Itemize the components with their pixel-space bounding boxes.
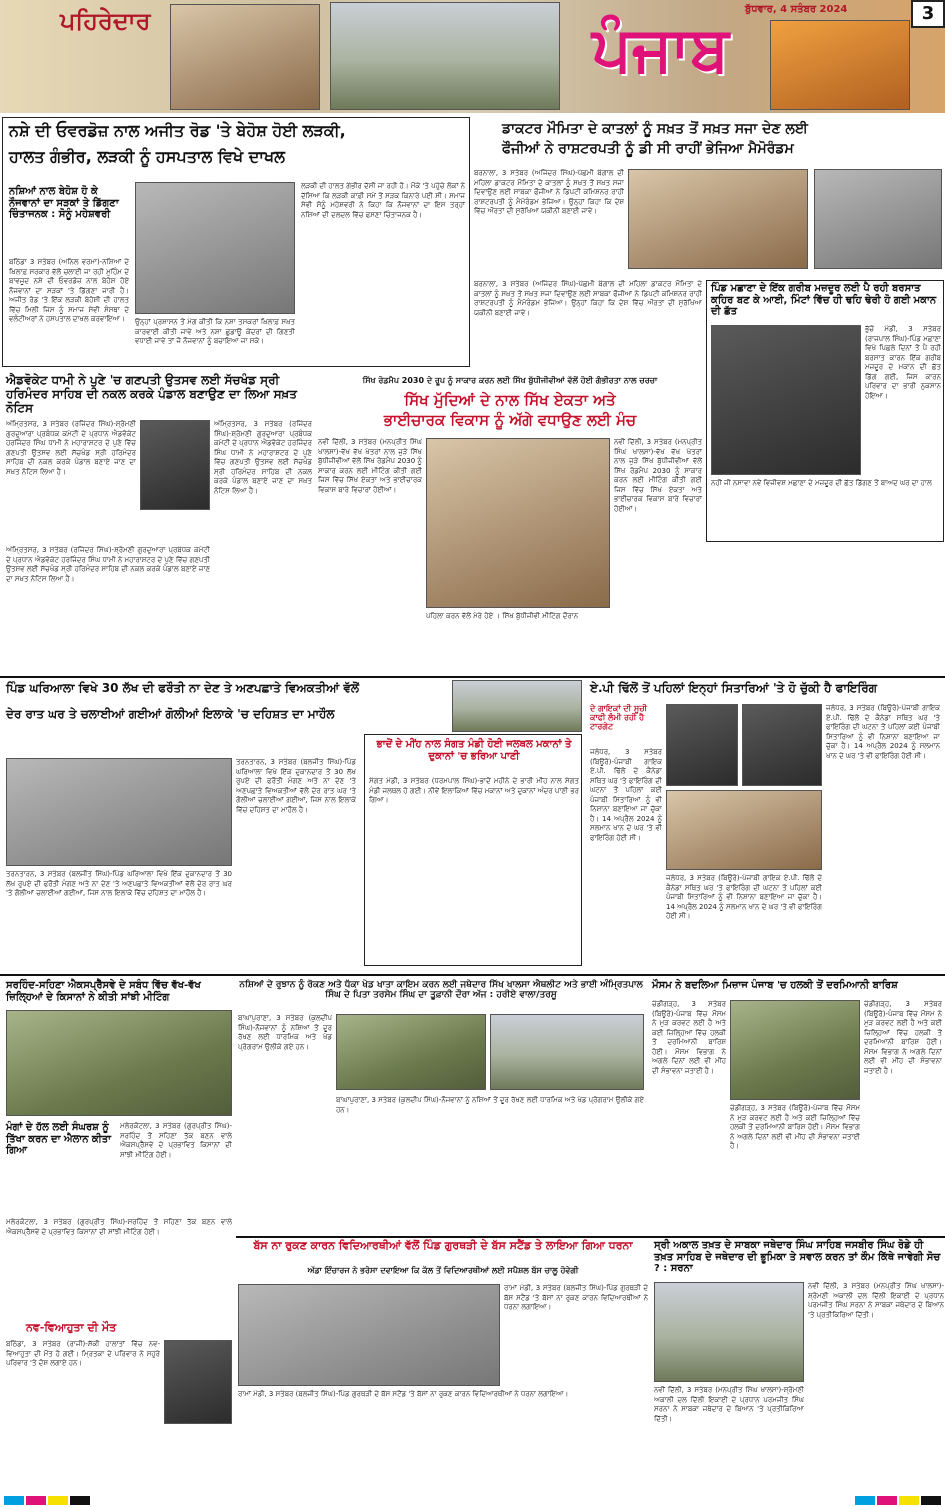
singer-photo-3 [666,790,822,870]
cyan-swatch [4,1496,24,1505]
story-waterlogging [364,734,582,966]
story-akal-takht [652,1240,944,1490]
subheadline: ਅੱਡਾ ਇੰਚਾਰਜ ਨੇ ਭਰੋਸਾ ਦਵਾਇਆ ਕਿ ਕੱਲ ਤੋਂ ਵਿਦਿਆਰਥੀਆਂ ਲਈ ਸਪੈਸ਼ਲ ਬੱਸ ਚਾਲੂ ਹੋਵੇਗੀ [307,1266,579,1275]
headline: ਏ.ਪੀ ਢਿੱਲੋਂ ਤੋਂ ਪਹਿਲਾਂ ਇਨ੍ਹਾਂ ਸਿਤਾਰਿਆਂ 'ਤੇ ਹੋ ਚੁੱਕੀ ਹੈ ਫਾਇਰਿੰਗ [590,681,878,695]
masthead-photo-left [170,4,320,110]
story-body: ਰਾਮਾਂ ਮੰਡੀ, 3 ਸਤੰਬਰ (ਬਲਜੀਤ ਸਿੰਘ)-ਪਿੰਡ ਗੁਰਥੜੀ ਦੇ ਬੱਸ ਸਟੈਂਡ 'ਤੇ ਬੱਸਾਂ ਨਾ ਰੁਕਣ ਕਾਰਨ ਵਿਦਿਆਰਥੀਆਂ ਨੇ ਧਰਨਾ ਲਗਾਇਆ। [238,1390,569,1398]
story-bus-protest [238,1240,648,1490]
story-photo [238,1284,500,1386]
story-body: ਮਲੇਰਕੋਟਲਾ, 3 ਸਤੰਬਰ (ਗੁਰਪ੍ਰੀਤ ਸਿੰਘ)-ਸਰਹਿੰਦ ਤੋਂ ਸਹਿਣਾ ਤੱਕ ਬਣਨ ਵਾਲੇ ਐਕਸਪ੍ਰੈੱਸਵੇ ਦੇ ਪ੍ਰਭਾਵਿਤ ਕਿਸਾਨਾਂ ਦੀ ਸਾਂਝੀ ਮੀਟਿੰਗ ਹੋਈ। [120,1122,232,1159]
headline: ਸਿੱਖ ਮੁੱਦਿਆਂ ਦੇ ਨਾਲ ਸਿੱਖ ਏਕਤਾ ਅਤੇ [404,391,616,409]
page-number: 3 [911,0,945,28]
story-photo-waterlogging [452,680,582,732]
story-doctor-memorandum [474,117,944,277]
photo-caption: ਪਹਿਲਾ ਕਰਨ ਵੱਲੋਂ ਮੇਰੇ ਹੋਏ । ਸਿੱਖ ਬੁੱਧੀਜੀਵੀ ਮੀਟਿੰਗ ਦੌਰਾਨ [426,612,579,620]
cyan-swatch [855,1496,875,1505]
story-photo [336,1014,486,1090]
story-body: ਜਲੰਧਰ, 3 ਸਤੰਬਰ (ਬਿਊਰੋ)-ਪੰਜਾਬੀ ਗਾਇਕ ਏ.ਪੀ. ਢਿੱਲੋਂ ਦੇ ਕੈਨੇਡਾ ਸਥਿਤ ਘਰ 'ਤੇ ਫਾਇਰਿੰਗ ਦੀ ਘਟਨਾ ਤੋਂ ਪਹਿਲਾਂ ਕਈ ਪੰਜਾਬੀ ਸਿਤਾਰਿਆਂ ਨੂੰ ਵੀ ਨਿਸ਼ਾਨਾ ਬਣਾਇਆ ਜਾ ਚੁੱਕਾ ਹੈ। 14 ਅਪ੍ਰੈਲ 2024 ਨੂੰ ਸਲਮਾਨ ਖਾਨ ਦੇ ਘਰ 'ਤੇ ਵੀ ਫਾਇਰਿੰਗ ਹੋਈ ਸੀ। [826,704,940,760]
headline-2: ਫੌਜੀਆਂ ਨੇ ਰਾਸ਼ਟਰਪਤੀ ਨੂੰ ਡੀ ਸੀ ਰਾਹੀਂ ਭੇਜਿਆ ਮੈਮੋਰੰਡਮ [502,141,794,157]
story-body: ਬਾਘਾਪੁਰਾਣਾ, 3 ਸਤੰਬਰ (ਕੁਲਦੀਪ ਸਿੰਘ)-ਨੌਜਵਾਨਾਂ ਨੂੰ ਨਸ਼ਿਆਂ ਤੋਂ ਦੂਰ ਰੱਖਣ ਲਈ ਧਾਰਮਿਕ ਅਤੇ ਖੇਡ ਪ੍ਰੋਗਰਾਮ ਉਲੀਕੇ ਗਏ ਹਨ। [238,1014,332,1051]
story-dhami-notice [2,370,314,670]
headline: ਪਿੰਡ ਮਛਾਣਾ ਦੇ ਇੱਕ ਗਰੀਬ ਮਜ਼ਦੂਰ ਲਈ ਪੈ ਰਹੀ ਬਰਸਾਤ ਕਹਿਰ ਬਣ ਕੇ ਆਈ, ਮਿੰਟਾਂ ਵਿੱਚ ਹੀ ਢਹਿ ਢੇਰੀ ਹੋ ਗਈ ਮਕਾਨ ਦੀ ਛੱਤ [711,283,937,317]
story-body: ਤਰਨਤਾਰਨ, 3 ਸਤੰਬਰ (ਬਲਜੀਤ ਸਿੰਘ)-ਪਿੰਡ ਘਰਿਆਲਾ ਵਿਖੇ ਇੱਕ ਦੁਕਾਨਦਾਰ ਤੋਂ 30 ਲੱਖ ਰੁਪਏ ਦੀ ਫਰੌਤੀ ਮੰਗਣ ਅਤੇ ਨਾ ਦੇਣ 'ਤੇ ਅਣਪਛਾਤੇ ਵਿਅਕਤੀਆਂ ਵੱਲੋਂ ਦੇਰ ਰਾਤ ਘਰ 'ਤੇ ਗੋਲੀਆਂ ਚਲਾਈਆਂ ਗਈਆਂ, ਜਿਸ ਨਾਲ ਇਲਾਕੇ ਵਿੱਚ ਦਹਿਸ਼ਤ ਦਾ ਮਾਹੌਲ ਹੈ। [6,870,232,897]
story-body: ਬਠਿੰਡਾ 3 ਸਤੰਬਰ (ਅਨਿਲ ਵਰਮਾ)-ਨਸ਼ਿਆਂ ਦੇ ਖ਼ਿਲਾਫ਼ ਸਰਕਾਰ ਵੱਲੋਂ ਚਲਾਈ ਜਾ ਰਹੀ ਮੁਹਿੰਮ ਦੇ ਬਾਵਜੂਦ ਨਸ਼ੇ ਦੀ ਓਵਰਡੋਜ਼ ਨਾਲ ਬੇਹੋਸ਼ ਹੋਏ ਨੌਜਵਾਨਾਂ ਦਾ ਸੜਕਾਂ 'ਤੇ ਡਿੱਗਣਾ ਜਾਰੀ ਹੈ। ਅਜੀਤ ਰੋਡ 'ਤੇ ਇੱਕ ਲੜਕੀ ਬੇਹੋਸ਼ੀ ਦੀ ਹਾਲਤ ਵਿੱਚ ਮਿਲੀ ਜਿਸ ਨੂੰ ਸਮਾਜ ਸੇਵੀ ਸੰਸਥਾ ਦੇ ਵਲੰਟੀਅਰਾਂ ਨੇ ਹਸਪਤਾਲ ਦਾਖਲ ਕਰਵਾਇਆ। [9,258,129,323]
headline: ਸ੍ਰੀ ਅਕਾਲ ਤਖ਼ਤ ਦੇ ਸਾਬਕਾ ਜਥੇਦਾਰ ਸਿੰਘ ਸਾਹਿਬ ਜਸਬੀਰ ਸਿੰਘ ਰੋਡੇ ਹੀ ਤਖ਼ਤ ਸਾਹਿਬ ਦੇ ਜਥੇਦਾਰ ਦੀ ਭੂਮਿਕਾ ਤੇ ਸਵਾਲ ਕਰਨ ਤਾਂ ਕੌਮ ਕਿੱਥੇ ਜਾਵੇਗੀ ਸੋਚ ? : ਸਰਨਾ [654,1240,941,1274]
headline: ਪਿੰਡ ਘਰਿਆਲਾ ਵਿਖੇ 30 ਲੱਖ ਦੀ ਫਰੌਤੀ ਨਾ ਦੇਣ ਤੇ ਅਣਪਛਾਤੇ ਵਿਅਕਤੀਆਂ ਵੱਲੋਂ [6,681,360,695]
story-body: ਚੰਡੀਗੜ੍ਹ, 3 ਸਤੰਬਰ (ਬਿਊਰੋ)-ਪੰਜਾਬ ਵਿੱਚ ਮੌਸਮ ਨੇ ਮੁੜ ਕਰਵਟ ਲਈ ਹੈ ਅਤੇ ਕਈ ਜ਼ਿਲ੍ਹਿਆਂ ਵਿੱਚ ਹਲਕੀ ਤੋਂ ਦਰਮਿਆਨੀ ਬਾਰਿਸ਼ ਹੋਈ। ਮੌਸਮ ਵਿਭਾਗ ਨੇ ਅਗਲੇ ਦਿਨਾਂ ਲਈ ਵੀ ਮੀਂਹ ਦੀ ਸੰਭਾਵਨਾ ਜਤਾਈ ਹੈ। [730,1104,860,1150]
story-photo [6,1010,232,1116]
story-body: ਅੰਮ੍ਰਿਤਸਰ, 3 ਸਤੰਬਰ (ਰਜਿੰਦਰ ਸਿੰਘ)-ਸ਼੍ਰੋਮਣੀ ਗੁਰਦੁਆਰਾ ਪ੍ਰਬੰਧਕ ਕਮੇਟੀ ਦੇ ਪ੍ਰਧਾਨ ਐਡਵੋਕੇਟ ਹਰਜਿੰਦਰ ਸਿੰਘ ਧਾਮੀ ਨੇ ਮਹਾਰਾਸ਼ਟਰ ਦੇ ਪੁਣੇ ਵਿੱਚ ਗਣਪਤੀ ਉਤਸਵ ਲਈ ਸੱਚਖੰਡ ਸ੍ਰੀ ਹਰਿਮੰਦਰ ਸਾਹਿਬ ਦੀ ਨਕਲ ਕਰਕੇ ਪੰਡਾਲ ਬਣਾਏ ਜਾਣ ਦਾ ਸਖ਼ਤ ਨੋਟਿਸ ਲਿਆ ਹੈ। [6,420,136,476]
story-sports-rally [238,978,644,1234]
divider [0,974,945,976]
story-photo [730,1000,860,1100]
story-gharuan-firing [2,680,360,972]
story-body: ਬਰਨਾਲਾ, 3 ਸਤੰਬਰ (ਅਜਿੰਦਰ ਸਿੰਘ)-ਪੱਛਮੀ ਬੰਗਾਲ ਦੀ ਮਹਿਲਾ ਡਾਕਟਰ ਮੌਮਿਤਾ ਦੇ ਕਾਤਲਾਂ ਨੂੰ ਸਖ਼ਤ ਤੋਂ ਸਖ਼ਤ ਸਜਾ ਦਿਵਾਉਣ ਲਈ ਸਾਬਕਾ ਫੌਜੀਆਂ ਨੇ ਡਿਪਟੀ ਕਮਿਸ਼ਨਰ ਰਾਹੀਂ ਰਾਸ਼ਟਰਪਤੀ ਨੂੰ ਮੈਮੋਰੰਡਮ ਭੇਜਿਆ। ਉਨ੍ਹਾਂ ਕਿਹਾ ਕਿ ਦੇਸ਼ ਵਿੱਚ ਔਰਤਾਂ ਦੀ ਸੁਰੱਖਿਆ ਯਕੀਨੀ ਬਣਾਈ ਜਾਵੇ। [474,169,624,215]
headline: ਭਾਦੋਂ ਦੇ ਮੀਂਹ ਨਾਲ ਸੰਗਤ ਮੰਡੀ ਹੋਈ ਜਲਥਲ ਮਕਾਨਾਂ ਤੇ ਦੁਕਾਨਾਂ 'ਚ ਭਰਿਆ ਪਾਣੀ [376,739,572,762]
headline: ਸਰਹਿੰਦ-ਸਹਿਣਾ ਐਕਸਪ੍ਰੈੱਸਵੇ ਦੇ ਸਬੰਧ ਵਿੱਚ ਵੱਖ-ਵੱਖ ਜ਼ਿਲ੍ਹਿਆਂ ਦੇ ਕਿਸਾਨਾਂ ਨੇ ਕੀਤੀ ਸਾਂਝੀ ਮੀਟਿੰਗ [6,980,201,1003]
subheadline: ਮੰਗਾਂ ਦੇ ਹੱਲ ਲਈ ਸੰਘਰਸ਼ ਨੂੰ ਤਿੱਖਾ ਕਰਨ ਦਾ ਐਲਾਨ ਕੀਤਾ ਗਿਆ [6,1122,112,1156]
story-body: ਨਵੀਂ ਦਿੱਲੀ, 3 ਸਤੰਬਰ (ਮਨਪ੍ਰੀਤ ਸਿੰਘ ਖਾਲਸਾ)-ਵੱਖ ਵੱਖ ਖੇਤਰਾਂ ਨਾਲ ਜੁੜੇ ਸਿੱਖ ਬੁੱਧੀਜੀਵੀਆਂ ਵੱਲੋਂ ਸਿੱਖ ਰੋਡਮੈਪ 2030 ਨੂੰ ਸਾਕਾਰ ਕਰਨ ਲਈ ਮੀਟਿੰਗ ਕੀਤੀ ਗਈ ਜਿਸ ਵਿੱਚ ਸਿੱਖ ਏਕਤਾ ਅਤੇ ਭਾਈਚਾਰਕ ਵਿਕਾਸ ਬਾਰੇ ਵਿਚਾਰਾਂ ਹੋਈਆਂ। [318,438,422,494]
story-body: ਨਵੀਂ ਦਿੱਲੀ, 3 ਸਤੰਬਰ (ਮਨਪ੍ਰੀਤ ਸਿੰਘ ਖਾਲਸਾ)-ਸ਼੍ਰੋਮਣੀ ਅਕਾਲੀ ਦਲ ਦਿੱਲੀ ਇਕਾਈ ਦੇ ਪ੍ਰਧਾਨ ਪਰਮਜੀਤ ਸਿੰਘ ਸਰਨਾ ਨੇ ਸਾਬਕਾ ਜਥੇਦਾਰ ਦੇ ਬਿਆਨ 'ਤੇ ਪ੍ਰਤੀਕਿਰਿਆ ਦਿੱਤੀ। [654,1386,804,1423]
headline: ਨਸ਼ਿਆਂ ਦੇ ਰੁਝਾਨ ਨੂੰ ਰੋਕਣ ਅਤੇ ਧੱਕਾ ਖੇਡ ਖਾਤਾ ਕਾਇਮ ਕਰਨ ਲਈ ਜਥੇਦਾਰ ਸਿੱਖ ਖਾਲਸਾ ਐਥਲੀਟ ਅਤੇ ਭਾਈ ਅੰਮ੍ਰਿਤਪਾਲ ਸਿੰਘ ਦੇ ਪਿਤਾ ਤਰਸੇਮ ਸਿੰਘ ਦਾ ਤੂਫ਼ਾਨੀ ਦੌਰਾ ਅੱਜ : ਹਰੀਏ ਵਾਲਾ/ਤਰਸੂ [239,980,643,1001]
yellow-swatch [48,1496,68,1505]
singer-photo-2 [742,704,822,786]
black-swatch [70,1496,90,1505]
subheadline: ਦੇ ਗਾਇਕਾਂ ਦੀ ਸੂਚੀ ਕਾਫੀ ਲੰਮੀ ਰਹੀ ਹੈ ਟਾਰਗੇਟ [590,704,648,732]
divider [236,1236,945,1238]
story-body: ਨਵੀਂ ਦਿੱਲੀ, 3 ਸਤੰਬਰ (ਮਨਪ੍ਰੀਤ ਸਿੰਘ ਖਾਲਸਾ)-ਸ਼੍ਰੋਮਣੀ ਅਕਾਲੀ ਦਲ ਦਿੱਲੀ ਇਕਾਈ ਦੇ ਪ੍ਰਧਾਨ ਪਰਮਜੀਤ ਸਿੰਘ ਸਰਨਾ ਨੇ ਸਾਬਕਾ ਜਥੇਦਾਰ ਦੇ ਬਿਆਨ 'ਤੇ ਪ੍ਰਤੀਕਿਰਿਆ ਦਿੱਤੀ। [808,1282,944,1319]
story-photo [426,438,610,608]
story-body: ਭੁੱਚੋ ਮੰਡੀ, 3 ਸਤੰਬਰ (ਰਾਜਪਾਲ ਸਿੰਘ)-ਪਿੰਡ ਮਛਾਣਾ ਵਿਖੇ ਪਿਛਲੇ ਦਿਨਾਂ ਤੋਂ ਪੈ ਰਹੀ ਬਰਸਾਤ ਕਾਰਨ ਇੱਕ ਗਰੀਬ ਮਜ਼ਦੂਰ ਦੇ ਮਕਾਨ ਦੀ ਛੱਤ ਡਿੱਗ ਗਈ, ਜਿਸ ਕਾਰਨ ਪਰਿਵਾਰ ਦਾ ਭਾਰੀ ਨੁਕਸਾਨ ਹੋਇਆ। [865,325,941,400]
story-photo-2 [490,1014,644,1090]
story-body: ਅੰਮ੍ਰਿਤਸਰ, 3 ਸਤੰਬਰ (ਰਜਿੰਦਰ ਸਿੰਘ)-ਸ਼੍ਰੋਮਣੀ ਗੁਰਦੁਆਰਾ ਪ੍ਰਬੰਧਕ ਕਮੇਟੀ ਦੇ ਪ੍ਰਧਾਨ ਐਡਵੋਕੇਟ ਹਰਜਿੰਦਰ ਸਿੰਘ ਧਾਮੀ ਨੇ ਮਹਾਰਾਸ਼ਟਰ ਦੇ ਪੁਣੇ ਵਿੱਚ ਗਣਪਤੀ ਉਤਸਵ ਲਈ ਸੱਚਖੰਡ ਸ੍ਰੀ ਹਰਿਮੰਦਰ ਸਾਹਿਬ ਦੀ ਨਕਲ ਕਰਕੇ ਪੰਡਾਲ ਬਣਾਏ ਜਾਣ ਦਾ ਸਖ਼ਤ ਨੋਟਿਸ ਲਿਆ ਹੈ। [6,546,210,583]
story-body: ਚੰਡੀਗੜ੍ਹ, 3 ਸਤੰਬਰ (ਬਿਊਰੋ)-ਪੰਜਾਬ ਵਿੱਚ ਮੌਸਮ ਨੇ ਮੁੜ ਕਰਵਟ ਲਈ ਹੈ ਅਤੇ ਕਈ ਜ਼ਿਲ੍ਹਿਆਂ ਵਿੱਚ ਹਲਕੀ ਤੋਂ ਦਰਮਿਆਨੀ ਬਾਰਿਸ਼ ਹੋਈ। ਮੌਸਮ ਵਿਭਾਗ ਨੇ ਅਗਲੇ ਦਿਨਾਂ ਲਈ ਵੀ ਮੀਂਹ ਦੀ ਸੰਭਾਵਨਾ ਜਤਾਈ ਹੈ। [652,1000,726,1075]
story-body: ਅੰਮ੍ਰਿਤਸਰ, 3 ਸਤੰਬਰ (ਰਜਿੰਦਰ ਸਿੰਘ)-ਸ਼੍ਰੋਮਣੀ ਗੁਰਦੁਆਰਾ ਪ੍ਰਬੰਧਕ ਕਮੇਟੀ ਦੇ ਪ੍ਰਧਾਨ ਐਡਵੋਕੇਟ ਹਰਜਿੰਦਰ ਸਿੰਘ ਧਾਮੀ ਨੇ ਮਹਾਰਾਸ਼ਟਰ ਦੇ ਪੁਣੇ ਵਿੱਚ ਗਣਪਤੀ ਉਤਸਵ ਲਈ ਸੱਚਖੰਡ ਸ੍ਰੀ ਹਰਿਮੰਦਰ ਸਾਹਿਬ ਦੀ ਨਕਲ ਕਰਕੇ ਪੰਡਾਲ ਬਣਾਏ ਜਾਣ ਦਾ ਸਖ਼ਤ ਨੋਟਿਸ ਲਿਆ ਹੈ। [214,420,312,495]
story-body-continued: ਬਰਨਾਲਾ, 3 ਸਤੰਬਰ (ਅਜਿੰਦਰ ਸਿੰਘ)-ਪੱਛਮੀ ਬੰਗਾਲ ਦੀ ਮਹਿਲਾ ਡਾਕਟਰ ਮੌਮਿਤਾ ਦੇ ਕਾਤਲਾਂ ਨੂੰ ਸਖ਼ਤ ਤੋਂ ਸਖ਼ਤ ਸਜਾ ਦਿਵਾਉਣ ਲਈ ਸਾਬਕਾ ਫੌਜੀਆਂ ਨੇ ਡਿਪਟੀ ਕਮਿਸ਼ਨਰ ਰਾਹੀਂ ਰਾਸ਼ਟਰਪਤੀ ਨੂੰ ਮੈਮੋਰੰਡਮ ਭੇਜਿਆ। ਉਨ੍ਹਾਂ ਕਿਹਾ ਕਿ ਦੇਸ਼ ਵਿੱਚ ਔਰਤਾਂ ਦੀ ਸੁਰੱਖਿਆ ਯਕੀਨੀ ਬਣਾਈ ਜਾਵੇ। [474,280,702,317]
story-weather [648,978,944,1234]
headline: ਨਵ-ਵਿਆਹੁਤਾ ਦੀ ਮੌਤ [26,1321,117,1334]
story-house-collapse [706,280,944,542]
headline: ਐਡਵੋਕੇਟ ਧਾਮੀ ਨੇ ਪੁਣੇ 'ਚ ਗਣਪਤੀ ਉਤਸਵ ਲਈ ਸੱਚਖੰਡ ਸ੍ਰੀ ਹਰਿਮੰਦਰ ਸਾਹਿਬ ਦੀ ਨਕਲ ਕਰਕੇ ਪੰਡਾਲ ਬਣਾਉਣ ਦਾ ਲਿਆ ਸਖ਼ਤ ਨੋਟਿਸ [6,373,297,415]
headline-2: ਭਾਈਚਾਰਕ ਵਿਕਾਸ ਨੂੰ ਅੱਗੇ ਵਧਾਉਣ ਲਈ ਮੰਚ [383,411,637,429]
story-body: ਬਾਘਾਪੁਰਾਣਾ, 3 ਸਤੰਬਰ (ਕੁਲਦੀਪ ਸਿੰਘ)-ਨੌਜਵਾਨਾਂ ਨੂੰ ਨਸ਼ਿਆਂ ਤੋਂ ਦੂਰ ਰੱਖਣ ਲਈ ਧਾਰਮਿਕ ਅਤੇ ਖੇਡ ਪ੍ਰੋਗਰਾਮ ਉਲੀਕੇ ਗਏ ਹਨ। [336,1096,644,1114]
magenta-swatch [26,1496,46,1505]
story-photo-2 [814,169,942,269]
story-body: ਲੜਕੀ ਦੀ ਹਾਲਤ ਗੰਭੀਰ ਦੱਸੀ ਜਾ ਰਹੀ ਹੈ। ਮੌਕੇ 'ਤੇ ਪਹੁੰਚੇ ਲੋਕਾਂ ਨੇ ਦੱਸਿਆ ਕਿ ਲੜਕੀ ਕਾਫ਼ੀ ਸਮੇਂ ਤੋਂ ਸੜਕ ਕਿਨਾਰੇ ਪਈ ਸੀ। ਸਮਾਜ ਸੇਵੀ ਸੋਨੂੰ ਮਹੇਸ਼ਵਰੀ ਨੇ ਕਿਹਾ ਕਿ ਨੌਜਵਾਨਾਂ ਦਾ ਇਸ ਤਰ੍ਹਾਂ ਨਸ਼ਿਆਂ ਦੀ ਦਲਦਲ ਵਿੱਚ ਫਸਣਾ ਚਿੰਤਾਜਨਕ ਹੈ। [301,182,465,219]
story-farmers-meeting [2,978,234,1218]
story-photo [6,758,232,866]
story-body: ਤਰਨਤਾਰਨ, 3 ਸਤੰਬਰ (ਬਲਜੀਤ ਸਿੰਘ)-ਪਿੰਡ ਘਰਿਆਲਾ ਵਿਖੇ ਇੱਕ ਦੁਕਾਨਦਾਰ ਤੋਂ 30 ਲੱਖ ਰੁਪਏ ਦੀ ਫਰੌਤੀ ਮੰਗਣ ਅਤੇ ਨਾ ਦੇਣ 'ਤੇ ਅਣਪਛਾਤੇ ਵਿਅਕਤੀਆਂ ਵੱਲੋਂ ਦੇਰ ਰਾਤ ਘਰ 'ਤੇ ਗੋਲੀਆਂ ਚਲਾਈਆਂ ਗਈਆਂ, ਜਿਸ ਨਾਲ ਇਲਾਕੇ ਵਿੱਚ ਦਹਿਸ਼ਤ ਦਾ ਮਾਹੌਲ ਹੈ। [236,758,356,814]
story-sikh-unity [318,376,702,672]
divider [0,676,945,678]
masthead [0,0,945,113]
yellow-swatch [899,1496,919,1505]
brand-logo: ਪਹਿਰੇਦਾਰ [60,6,151,35]
story-photo [654,1282,804,1382]
story-body: ਉਨ੍ਹਾਂ ਪ੍ਰਸ਼ਾਸਨ ਤੋਂ ਮੰਗ ਕੀਤੀ ਕਿ ਨਸ਼ਾ ਤਸਕਰਾਂ ਖ਼ਿਲਾਫ਼ ਸਖ਼ਤ ਕਾਰਵਾਈ ਕੀਤੀ ਜਾਵੇ ਅਤੇ ਨਸ਼ਾ ਛੁਡਾਊ ਕੇਂਦਰਾਂ ਦੀ ਗਿਣਤੀ ਵਧਾਈ ਜਾਵੇ ਤਾਂ ਜੋ ਨੌਜਵਾਨਾਂ ਨੂੰ ਬਚਾਇਆ ਜਾ ਸਕੇ। [135,318,295,345]
magenta-swatch [877,1496,897,1505]
masthead-photo-center [330,2,560,110]
headline: ਬੱਸ ਨਾ ਰੁਕਣ ਕਾਰਨ ਵਿਦਿਆਰਥੀਆਂ ਵੱਲੋਂ ਪਿੰਡ ਗੁਰਥੜੀ ਦੇ ਬੱਸ ਸਟੈਂਡ ਤੇ ਲਾਇਆ ਗਿਆ ਧਰਨਾ [253,1239,633,1252]
masthead-photo-right [770,20,910,110]
headline-2: ਹਾਲਤ ਗੰਭੀਰ, ਲੜਕੀ ਨੂੰ ਹਸਪਤਾਲ ਵਿਖੇ ਦਾਖਲ [9,147,285,166]
print-registration-bar [0,1493,945,1507]
black-swatch [921,1496,941,1505]
singer-photo [666,704,738,786]
story-body: ਨਵੀਂ ਦਿੱਲੀ, 3 ਸਤੰਬਰ (ਮਨਪ੍ਰੀਤ ਸਿੰਘ ਖਾਲਸਾ)-ਵੱਖ ਵੱਖ ਖੇਤਰਾਂ ਨਾਲ ਜੁੜੇ ਸਿੱਖ ਬੁੱਧੀਜੀਵੀਆਂ ਵੱਲੋਂ ਸਿੱਖ ਰੋਡਮੈਪ 2030 ਨੂੰ ਸਾਕਾਰ ਕਰਨ ਲਈ ਮੀਟਿੰਗ ਕੀਤੀ ਗਈ ਜਿਸ ਵਿੱਚ ਸਿੱਖ ਏਕਤਾ ਅਤੇ ਭਾਈਚਾਰਕ ਵਿਕਾਸ ਬਾਰੇ ਵਿਚਾਰਾਂ ਹੋਈਆਂ। [614,438,702,513]
story-body: ਚੰਡੀਗੜ੍ਹ, 3 ਸਤੰਬਰ (ਬਿਊਰੋ)-ਪੰਜਾਬ ਵਿੱਚ ਮੌਸਮ ਨੇ ਮੁੜ ਕਰਵਟ ਲਈ ਹੈ ਅਤੇ ਕਈ ਜ਼ਿਲ੍ਹਿਆਂ ਵਿੱਚ ਹਲਕੀ ਤੋਂ ਦਰਮਿਆਨੀ ਬਾਰਿਸ਼ ਹੋਈ। ਮੌਸਮ ਵਿਭਾਗ ਨੇ ਅਗਲੇ ਦਿਨਾਂ ਲਈ ਵੀ ਮੀਂਹ ਦੀ ਸੰਭਾਵਨਾ ਜਤਾਈ ਹੈ। [864,1000,942,1075]
headline: ਡਾਕਟਰ ਮੌਮਿਤਾ ਦੇ ਕਾਤਲਾਂ ਨੂੰ ਸਖ਼ਤ ਤੋਂ ਸਖ਼ਤ ਸਜਾ ਦੇਣ ਲਈ [502,121,808,137]
headline-2: ਦੇਰ ਰਾਤ ਘਰ ਤੇ ਚਲਾਈਆਂ ਗਈਆਂ ਗੋਲੀਆਂ ਇਲਾਕੇ 'ਚ ਦਹਿਸ਼ਤ ਦਾ ਮਾਹੌਲ [6,707,335,721]
portrait-photo [140,420,210,510]
subheadline: ਨਸ਼ਿਆਂ ਨਾਲ ਬੇਹੋਸ਼ ਹੋ ਕੇ ਨੌਜਵਾਨਾਂ ਦਾ ਸੜਕਾਂ ਤੇ ਡਿੱਗਣਾ ਚਿੰਤਾਜਨਕ : ਸੋਨੂੰ ਮਹੇਸ਼ਵਰੀ [9,186,119,220]
story-ap-dhillon [586,680,944,972]
photo-caption: ਨਹੀਂ ਜੀ ਨਸਾਵਾ ਨਵੇਂ ਵਿਜੀਵਸ਼ ਮਛਾਣਾ ਦੇ ਮਜ਼ਦੂਰ ਦੀ ਛੱਤ ਡਿੱਗਣ ਤੋਂ ਬਾਅਦ ਘਰ ਦਾ ਹਾਲ [711,479,932,487]
story-body: ਰਾਮਾਂ ਮੰਡੀ, 3 ਸਤੰਬਰ (ਬਲਜੀਤ ਸਿੰਘ)-ਪਿੰਡ ਗੁਰਥੜੀ ਦੇ ਬੱਸ ਸਟੈਂਡ 'ਤੇ ਬੱਸਾਂ ਨਾ ਰੁਕਣ ਕਾਰਨ ਵਿਦਿਆਰਥੀਆਂ ਨੇ ਧਰਨਾ ਲਗਾਇਆ। [504,1284,648,1311]
story-photo [628,169,808,269]
story-photo [711,325,861,475]
story-body: ਸੰਗਤ ਮੰਡੀ, 3 ਸਤੰਬਰ (ਧਰਮਪਾਲ ਸਿੰਘ)-ਭਾਦੋਂ ਮਹੀਨੇ ਦੇ ਭਾਰੀ ਮੀਂਹ ਨਾਲ ਸੰਗਤ ਮੰਡੀ ਜਲਥਲ ਹੋ ਗਈ। ਨੀਵੇਂ ਇਲਾਕਿਆਂ ਵਿੱਚ ਮਕਾਨਾਂ ਅਤੇ ਦੁਕਾਨਾਂ ਅੰਦਰ ਪਾਣੀ ਭਰ ਗਿਆ। [369,777,579,804]
section-title: ਪੰਜਾਬ [592,12,729,85]
story-drug-overdose [2,117,470,367]
kicker: ਸਿੱਖ ਰੋਡਮੈਪ 2030 ਦੇ ਰੂਪ ਨੂੰ ਸਾਕਾਰ ਕਰਨ ਲਈ ਸਿੱਖ ਬੁੱਧੀਜੀਵੀਆਂ ਵੱਲੋਂ ਹੋਈ ਗੰਭੀਰਤਾ ਨਾਲ ਚਰਚਾ [362,376,658,385]
story-photo [135,182,295,314]
portrait-photo [164,1340,232,1424]
publication-date: ਬੁੱਧਵਾਰ, 4 ਸਤੰਬਰ 2024 [745,4,848,15]
headline: ਨਸ਼ੇ ਦੀ ਓਵਰਡੋਜ਼ ਨਾਲ ਅਜੀਤ ਰੋਡ 'ਤੇ ਬੇਹੋਸ਼ ਹੋਈ ਲੜਕੀ, [9,121,346,140]
story-body: ਬਠਿੰਡਾ, 3 ਸਤੰਬਰ (ਰਾਜੀ)-ਸ਼ੱਕੀ ਹਾਲਾਤਾਂ ਵਿੱਚ ਨਵ-ਵਿਆਹੁਤਾ ਦੀ ਮੌਤ ਹੋ ਗਈ। ਮ੍ਰਿਤਕਾ ਦੇ ਪਰਿਵਾਰ ਨੇ ਸਹੁਰੇ ਪਰਿਵਾਰ 'ਤੇ ਦੋਸ਼ ਲਗਾਏ ਹਨ। [6,1340,160,1367]
story-bride-death [2,1322,234,1490]
story-body: ਜਲੰਧਰ, 3 ਸਤੰਬਰ (ਬਿਊਰੋ)-ਪੰਜਾਬੀ ਗਾਇਕ ਏ.ਪੀ. ਢਿੱਲੋਂ ਦੇ ਕੈਨੇਡਾ ਸਥਿਤ ਘਰ 'ਤੇ ਫਾਇਰਿੰਗ ਦੀ ਘਟਨਾ ਤੋਂ ਪਹਿਲਾਂ ਕਈ ਪੰਜਾਬੀ ਸਿਤਾਰਿਆਂ ਨੂੰ ਵੀ ਨਿਸ਼ਾਨਾ ਬਣਾਇਆ ਜਾ ਚੁੱਕਾ ਹੈ। 14 ਅਪ੍ਰੈਲ 2024 ਨੂੰ ਸਲਮਾਨ ਖਾਨ ਦੇ ਘਰ 'ਤੇ ਵੀ ਫਾਇਰਿੰਗ ਹੋਈ ਸੀ। [590,748,662,842]
story-body-continued: ਮਲੇਰਕੋਟਲਾ, 3 ਸਤੰਬਰ (ਗੁਰਪ੍ਰੀਤ ਸਿੰਘ)-ਸਰਹਿੰਦ ਤੋਂ ਸਹਿਣਾ ਤੱਕ ਬਣਨ ਵਾਲੇ ਐਕਸਪ੍ਰੈੱਸਵੇ ਦੇ ਪ੍ਰਭਾਵਿਤ ਕਿਸਾਨਾਂ ਦੀ ਸਾਂਝੀ ਮੀਟਿੰਗ ਹੋਈ। [6,1218,232,1236]
headline: ਮੌਸਮ ਨੇ ਬਦਲਿਆ ਮਿਜ਼ਾਜ ਪੰਜਾਬ 'ਚ ਹਲਕੀ ਤੋਂ ਦਰਮਿਆਨੀ ਬਾਰਿਸ਼ [652,980,898,991]
story-body: ਜਲੰਧਰ, 3 ਸਤੰਬਰ (ਬਿਊਰੋ)-ਪੰਜਾਬੀ ਗਾਇਕ ਏ.ਪੀ. ਢਿੱਲੋਂ ਦੇ ਕੈਨੇਡਾ ਸਥਿਤ ਘਰ 'ਤੇ ਫਾਇਰਿੰਗ ਦੀ ਘਟਨਾ ਤੋਂ ਪਹਿਲਾਂ ਕਈ ਪੰਜਾਬੀ ਸਿਤਾਰਿਆਂ ਨੂੰ ਵੀ ਨਿਸ਼ਾਨਾ ਬਣਾਇਆ ਜਾ ਚੁੱਕਾ ਹੈ। 14 ਅਪ੍ਰੈਲ 2024 ਨੂੰ ਸਲਮਾਨ ਖਾਨ ਦੇ ਘਰ 'ਤੇ ਵੀ ਫਾਇਰਿੰਗ ਹੋਈ ਸੀ। [666,874,822,920]
